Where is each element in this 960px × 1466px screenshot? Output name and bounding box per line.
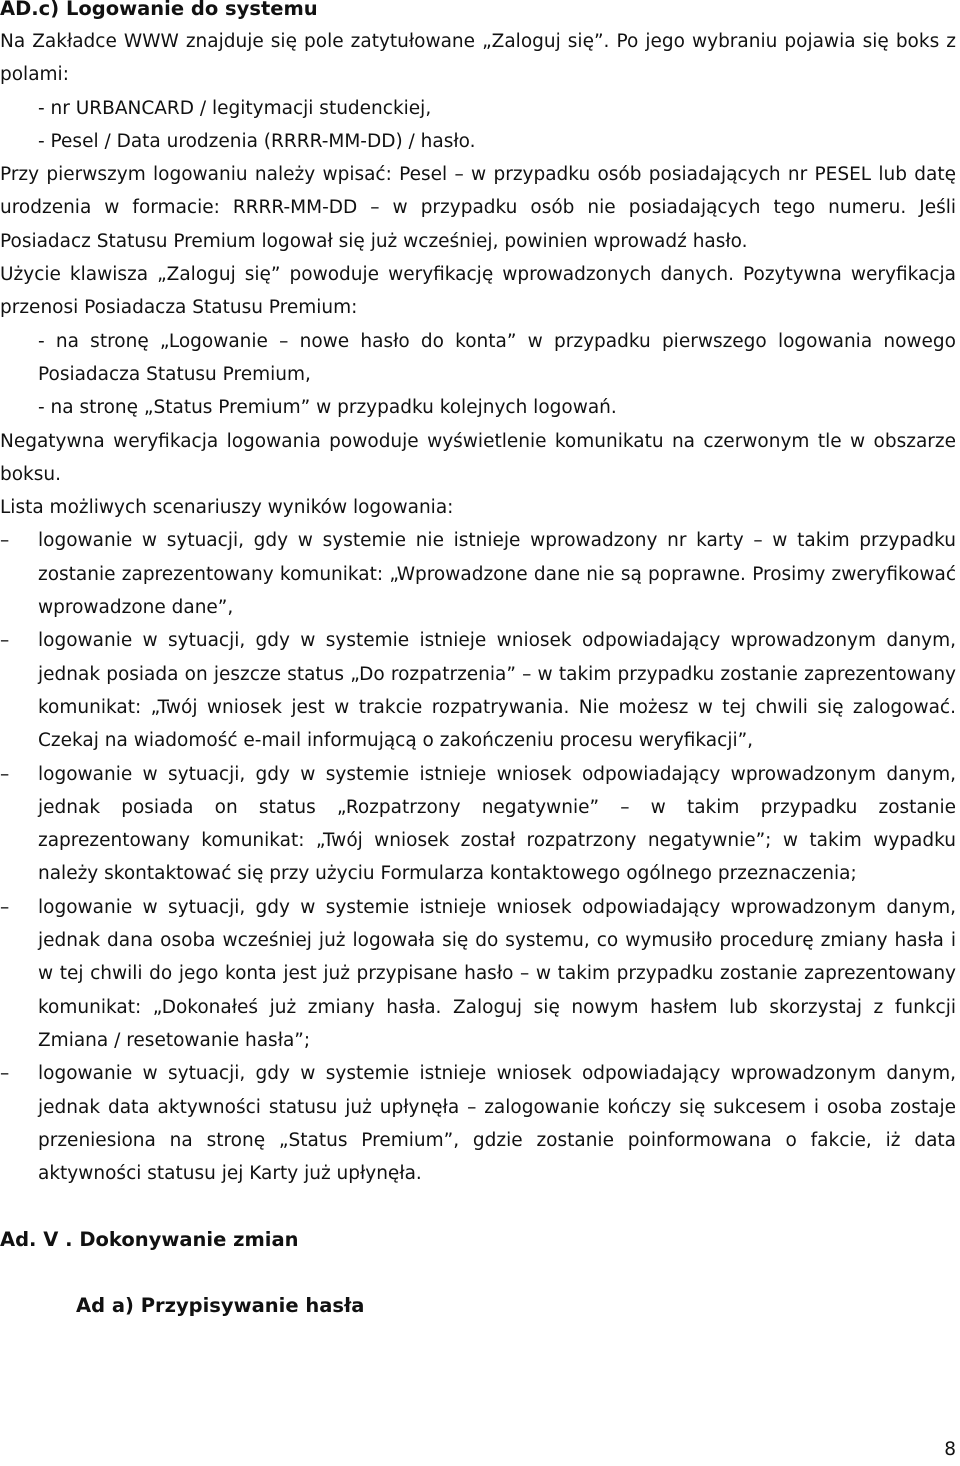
login-fields-list <box>0 92 956 159</box>
scenario-text: logowanie w sytuacji, gdy w systemie istnieje wniosek odpowiadający wprowadzonym danym, jednak posiada on jeszcze status „Do rozpatrzenia” – w takim przypadku zostanie zaprezentowany komunikat: „Twój wniosek jest w trakcie rozpatrywania. Nie możesz w tej chwili się zalogować. Czekaj na wiadomość e-mail informującą o zakończeniu procesu weryfikacji”, <box>38 630 956 752</box>
redirect-list <box>0 325 956 425</box>
page-number: 8 <box>944 1439 956 1460</box>
scenario-item <box>0 891 956 1057</box>
subsection-title: Ad a) Przypisywanie hasła <box>76 1293 365 1317</box>
scenario-item <box>0 624 956 757</box>
verification-paragraph: Użycie klawisza „Zaloguj się” powoduje weryfikację wprowadzonych danych. Pozytywna weryfikacja przenosi Posiadacza Statusu Premium: <box>0 264 956 319</box>
first-login-paragraph: Przy pierwszym logowaniu należy wpisać: Pesel – w przypadku osób posiadających nr PESEL lub datę urodzenia w formacie: RRRR-MM-DD – w przypadku osób nie posiadających tego numeru. Jeśli Posiadacz Statusu Premium logował się już wcześniej, powinien wprowadź hasło. <box>0 164 956 252</box>
login-field-item: - Pesel / Data urodzenia (RRRR-MM-DD) / hasło. <box>38 130 476 152</box>
scenario-text: logowanie w sytuacji, gdy w systemie istnieje wniosek odpowiadający wprowadzonym danym, jednak posiada on status „Rozpatrzony negatywnie” – w takim przypadku zostanie zaprezentowany komunikat: „Twój wniosek został rozpatrzony negatywnie”; w takim wypadku należy skontaktować się przy użyciu Formularza kontaktowego ogólnego przeznaczenia; <box>38 763 956 885</box>
scenarios-intro: Lista możliwych scenariuszy wyników logowania: <box>0 497 454 519</box>
dash-bullet: – <box>0 630 10 652</box>
redirect-item: - na stronę „Status Premium” w przypadku kolejnych logowań. <box>38 397 617 419</box>
section-heading: AD.c) Logowanie do systemu <box>0 0 318 20</box>
dash-bullet: – <box>0 896 10 918</box>
dash-bullet: – <box>0 1063 10 1085</box>
scenario-text: logowanie w sytuacji, gdy w systemie nie istnieje wprowadzony nr karty – w takim przypadku zostanie zaprezentowany komunikat: „Wprowadzone dane nie są poprawne. Prosimy zweryfikować wprowadzone dane”, <box>38 530 956 619</box>
redirect-item: - na stronę „Logowanie – nowe hasło do konta” w przypadku pierwszego logowania nowego Posiadacza Statusu Premium, <box>38 330 956 385</box>
scenario-item <box>0 758 956 891</box>
dash-bullet: – <box>0 530 10 552</box>
intro-paragraph: Na Zakładce WWW znajduje się pole zatytułowane „Zaloguj się”. Po jego wybraniu pojawia się boks z polami: <box>0 31 956 86</box>
scenario-item <box>0 1057 956 1190</box>
login-field-item: - nr URBANCARD / legitymacji studenckiej, <box>38 97 432 119</box>
dash-bullet: – <box>0 763 10 785</box>
section-title: Ad. V . Dokonywanie zmian <box>0 1228 299 1252</box>
scenario-text: logowanie w sytuacji, gdy w systemie istnieje wniosek odpowiadający wprowadzonym danym, jednak data aktywności statusu już upłynęła – zalogowanie kończy się sukcesem i osoba zostaje przeniesiona na stronę „Status Premium”, gdzie zostanie poinformowana o fakcie, iż data aktywności statusu jej Karty już upłynęła. <box>38 1063 956 1185</box>
scenarios-list <box>0 524 956 1190</box>
scenario-item <box>0 524 956 624</box>
scenario-text: logowanie w sytuacji, gdy w systemie istnieje wniosek odpowiadający wprowadzonym danym, jednak dana osoba wcześniej już logowała się do systemu, co wymusiło procedurę zmiany hasła i w tej chwili do jego konta jest już przypisane hasło – w takim przypadku zostanie zaprezentowany komunikat: „Dokonałeś już zmiany hasła. Zaloguj się nowym hasłem lub skorzystaj z funkcji Zmiana / resetowanie hasła”; <box>38 896 956 1051</box>
negative-verification-paragraph: Negatywna weryfikacja logowania powoduje wyświetlenie komunikatu na czerwonym tle w obszarze boksu. <box>0 430 956 485</box>
